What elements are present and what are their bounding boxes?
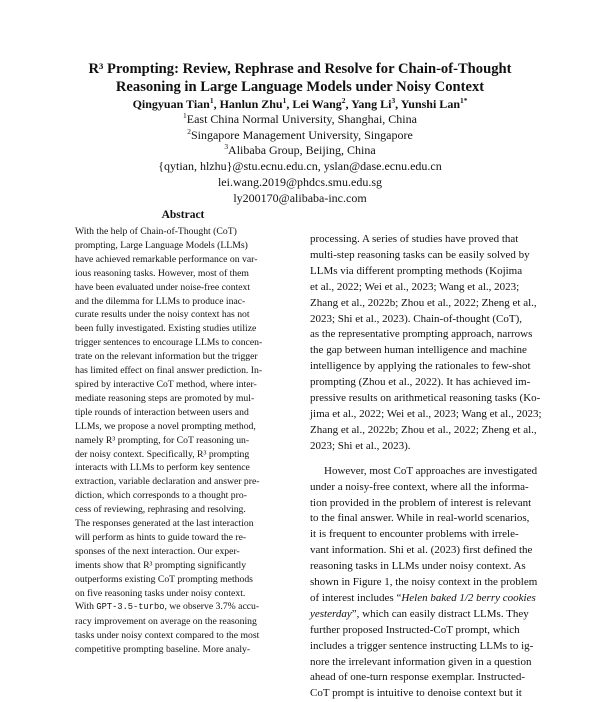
intro-line: intelligence by applying the rationales to few-shot: [310, 360, 531, 373]
intro-line: the gap between human intelligence and machine: [310, 344, 527, 357]
intro-line: it is frequent to encounter problems with irrele-: [310, 528, 519, 541]
abstract-line: and the dilemma for LLMs to produce inac-: [75, 295, 246, 307]
abstract-line: on five reasoning tasks under noisy context.: [75, 587, 246, 599]
intro-line: as the representative prompting approach, narrows: [310, 328, 533, 341]
affiliation: $^3$Alibaba Group, Beijing, China: [224, 142, 376, 158]
intro-line: Zhang et al., 2022b; Zhou et al., 2022; Zheng et al.,: [310, 296, 537, 309]
intro-line: 2023; Shi et al., 2023).: [310, 439, 411, 452]
intro-line: includes a trigger sentence instructing LLMs to ig-: [310, 639, 534, 652]
author: Yang Li$^3$: [351, 96, 396, 111]
introduction-body: [310, 232, 542, 700]
abstract-line: diction, which corresponds to a thought pro-: [75, 490, 247, 502]
abstract-line: ious reasoning tasks. However, most of them: [75, 267, 249, 279]
intro-line: tion provided in the problem of interest is relevant: [310, 496, 532, 509]
intro-line: of interest includes “Helen baked 1/2 berry cookies: [310, 591, 536, 604]
author-list: Qingyuan Tian$^1$, Hanlun Zhu$^1$, Lei Wang$^2$, Yang Li$^3$, Yunshi Lan$^{1*}$: [132, 96, 468, 111]
intro-line: 2023; Shi et al., 2023). Chain-of-thought (CoT),: [310, 312, 523, 325]
intro-line: pressive results on arithmetical reasoning tasks (Ko-: [310, 392, 541, 405]
noisy-example: yesterday: [310, 607, 352, 620]
intro-line: processing. A series of studies have proved that: [310, 233, 519, 245]
abstract-line: will perform as hints to guide toward the re-: [75, 531, 247, 543]
abstract-line: prompting, Large Language Models (LLMs): [75, 239, 248, 251]
affiliation: $^1$East China Normal University, Shanghai, China: [183, 111, 417, 126]
abstract-line: der noisy context. Specifically, R³ prompting: [75, 448, 250, 460]
author: Qingyuan Tian$^1$: [132, 96, 214, 111]
title-line-1: R³ Prompting: Review, Rephrase and Resolve for Chain-of-Thought: [88, 61, 512, 77]
abstract-line: tasks under noisy context compared to the most: [75, 630, 260, 642]
intro-line: nore the irrelevant information given in a question: [310, 655, 532, 668]
abstract-line: tiple rounds of interaction between users and: [75, 406, 249, 418]
abstract-line: has limited effect on final answer prediction. In-: [75, 365, 263, 377]
abstract-line: competitive prompting baseline. More analy-: [75, 644, 251, 656]
author: Yunshi Lan$^{1*}$: [400, 96, 468, 111]
model-name: GPT-3.5-turbo: [96, 602, 165, 613]
intro-line: However, most CoT approaches are investigated: [324, 464, 538, 477]
noisy-example: Helen baked 1/2 berry cookies: [401, 591, 536, 604]
email-line: lei.wang.2019@phdcs.smu.edu.sg: [217, 174, 383, 189]
intro-line: et al., 2022; Wei et al., 2023; Wang et al., 2023;: [310, 280, 520, 293]
abstract-heading: Abstract: [161, 209, 205, 221]
abstract-line: sponses of the next interaction. Our exper-: [75, 545, 240, 557]
paragraph-gap: [310, 455, 530, 464]
paper-title: [40, 60, 560, 96]
abstract-line: have been evaluated under noise-free context: [75, 281, 251, 293]
intro-line: LLMs via different prompting methods (Kojima: [310, 264, 523, 277]
abstract-line: been fully investigated. Existing studies utilize: [75, 323, 257, 335]
abstract-line: extraction, variable declaration and answer pre-: [75, 476, 260, 488]
abstract-line: outperforms existing CoT prompting methods: [75, 573, 253, 585]
intro-line: under a noisy-free context, where all the informa-: [310, 480, 529, 493]
abstract-body: [75, 225, 291, 656]
abstract-line: racy improvement on average on the reasoning: [75, 616, 257, 628]
intro-line: Zhang et al., 2022b; Zhou et al., 2022; Zheng et al.,: [310, 423, 537, 436]
abstract-line: mediate reasoning steps are promoted by mul-: [75, 392, 255, 404]
title-line-2: Reasoning in Large Language Models under Noisy Context: [115, 79, 485, 95]
intro-line: CoT prompt is intuitive to denoise context but it: [310, 687, 522, 700]
author: Lei Wang$^2$: [292, 96, 346, 111]
intro-line: multi-step reasoning tasks can be easily solved by: [310, 248, 530, 261]
affiliation: $^2$Singapore Management University, Singapore: [187, 126, 413, 142]
abstract-line: With GPT-3.5-turbo, we observe 3.7% accu-: [75, 601, 260, 613]
author: Hanlun Zhu$^1$: [219, 96, 287, 111]
email-line: {qytian, hlzhu}@stu.ecnu.edu.cn, yslan@dase.ecnu.edu.cn: [158, 159, 442, 174]
intro-line: shown in Figure 1, the noisy context in the problem: [310, 576, 538, 589]
abstract-line: trigger sentences to encourage LLMs to concen-: [75, 337, 263, 349]
intro-line: jima et al., 2022; Wei et al., 2023; Wang et al., 2023;: [310, 407, 542, 420]
intro-line: further proposed Instructed-CoT prompt, which: [310, 623, 520, 636]
intro-line: prompting (Zhou et al., 2022). It has achieved im-: [310, 376, 531, 389]
abstract-line: cess of reviewing, rephrasing and resolving.: [75, 504, 246, 516]
intro-line: to the final answer. While in real-world scenarios,: [310, 512, 530, 525]
abstract-line: curate results under the noisy context has not: [75, 309, 250, 321]
email-line: ly200170@alibaba-inc.com: [233, 190, 367, 205]
abstract-line: interacts with LLMs to perform key sentence: [75, 462, 250, 474]
abstract-line: trate on the relevant information but the trigger: [75, 351, 258, 363]
abstract-line: LLMs, we propose a novel prompting method,: [75, 420, 256, 432]
abstract-line: have achieved remarkable performance on var-: [75, 253, 258, 265]
abstract-line: The responses generated at the last interaction: [75, 518, 254, 530]
intro-line: yesterday”, which can easily distract LLMs. They: [310, 607, 529, 620]
abstract-line: namely R³ prompting, for CoT reasoning un-: [75, 434, 250, 446]
intro-line: vant information. Shi et al. (2023) first defined the: [310, 544, 533, 557]
intro-line: reasoning tasks in LLMs under noisy context. As: [310, 560, 526, 573]
abstract-line: With the help of Chain-of-Thought (CoT): [75, 226, 237, 237]
affiliations: [40, 112, 560, 206]
abstract-line: spired by interactive CoT method, where inter-: [75, 378, 257, 390]
intro-line: ahead of one-turn response exemplar. Instructed-: [310, 671, 526, 684]
abstract-line: iments show that R³ prompting significantly: [75, 559, 247, 571]
